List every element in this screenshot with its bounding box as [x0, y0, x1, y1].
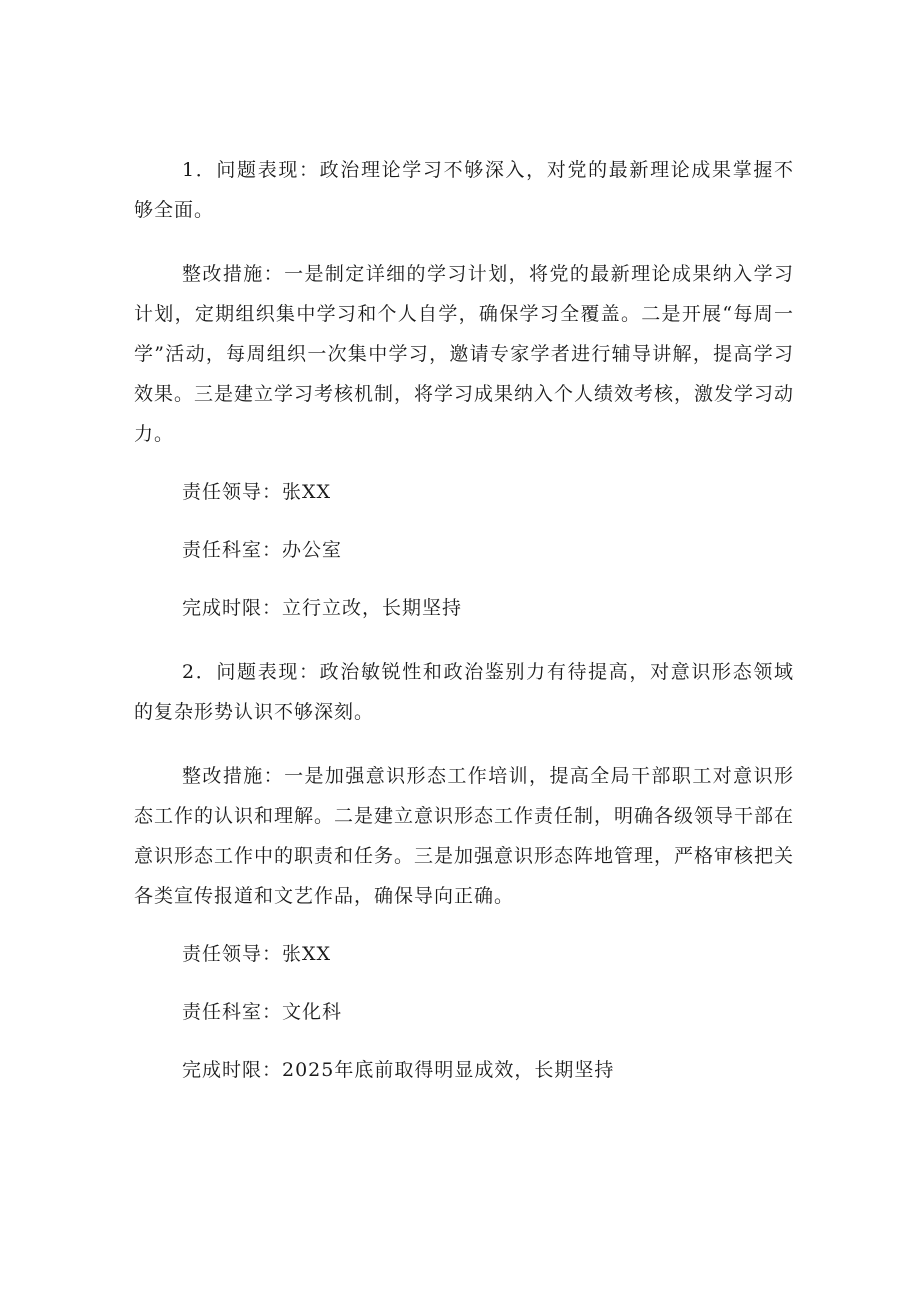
measures-2-paragraph: 整改措施：一是加强意识形态工作培训，提高全局干部职工对意识形态工作的认识和理解。二是建立意识形态工作责任制，明确各级领导干部在意识形态工作中的职责和任务。三是加强意识形态阵地管理，严格审核把关各类宣传报道和文艺作品，确保导向正确。 — [134, 765, 795, 907]
leader-1-line: 责任领导：张XX — [182, 481, 332, 503]
department-1-line: 责任科室：办公室 — [182, 539, 343, 561]
deadline-2-line: 完成时限：2025年底前取得明显成效，长期坚持 — [182, 1059, 615, 1081]
document-body — [134, 150, 794, 1090]
leader-2-line: 责任领导：张XX — [182, 943, 332, 965]
deadline-1-line: 完成时限：立行立改，长期坚持 — [182, 597, 463, 619]
issue-1-paragraph: 1．问题表现：政治理论学习不够深入，对党的最新理论成果掌握不够全面。 — [134, 159, 794, 221]
issue-2-paragraph: 2．问题表现：政治敏锐性和政治鉴别力有待提高，对意识形态领域的复杂形势认识不够深刻。 — [134, 661, 794, 723]
measures-1-paragraph: 整改措施：一是制定详细的学习计划，将党的最新理论成果纳入学习计划，定期组织集中学习和个人自学，确保学习全覆盖。二是开展“每周一学”活动，每周组织一次集中学习，邀请专家学者进行辅导讲解，提高学习效果。三是建立学习考核机制，将学习成果纳入个人绩效考核，激发学习动力。 — [134, 263, 795, 445]
department-2-line: 责任科室：文化科 — [182, 1001, 343, 1023]
